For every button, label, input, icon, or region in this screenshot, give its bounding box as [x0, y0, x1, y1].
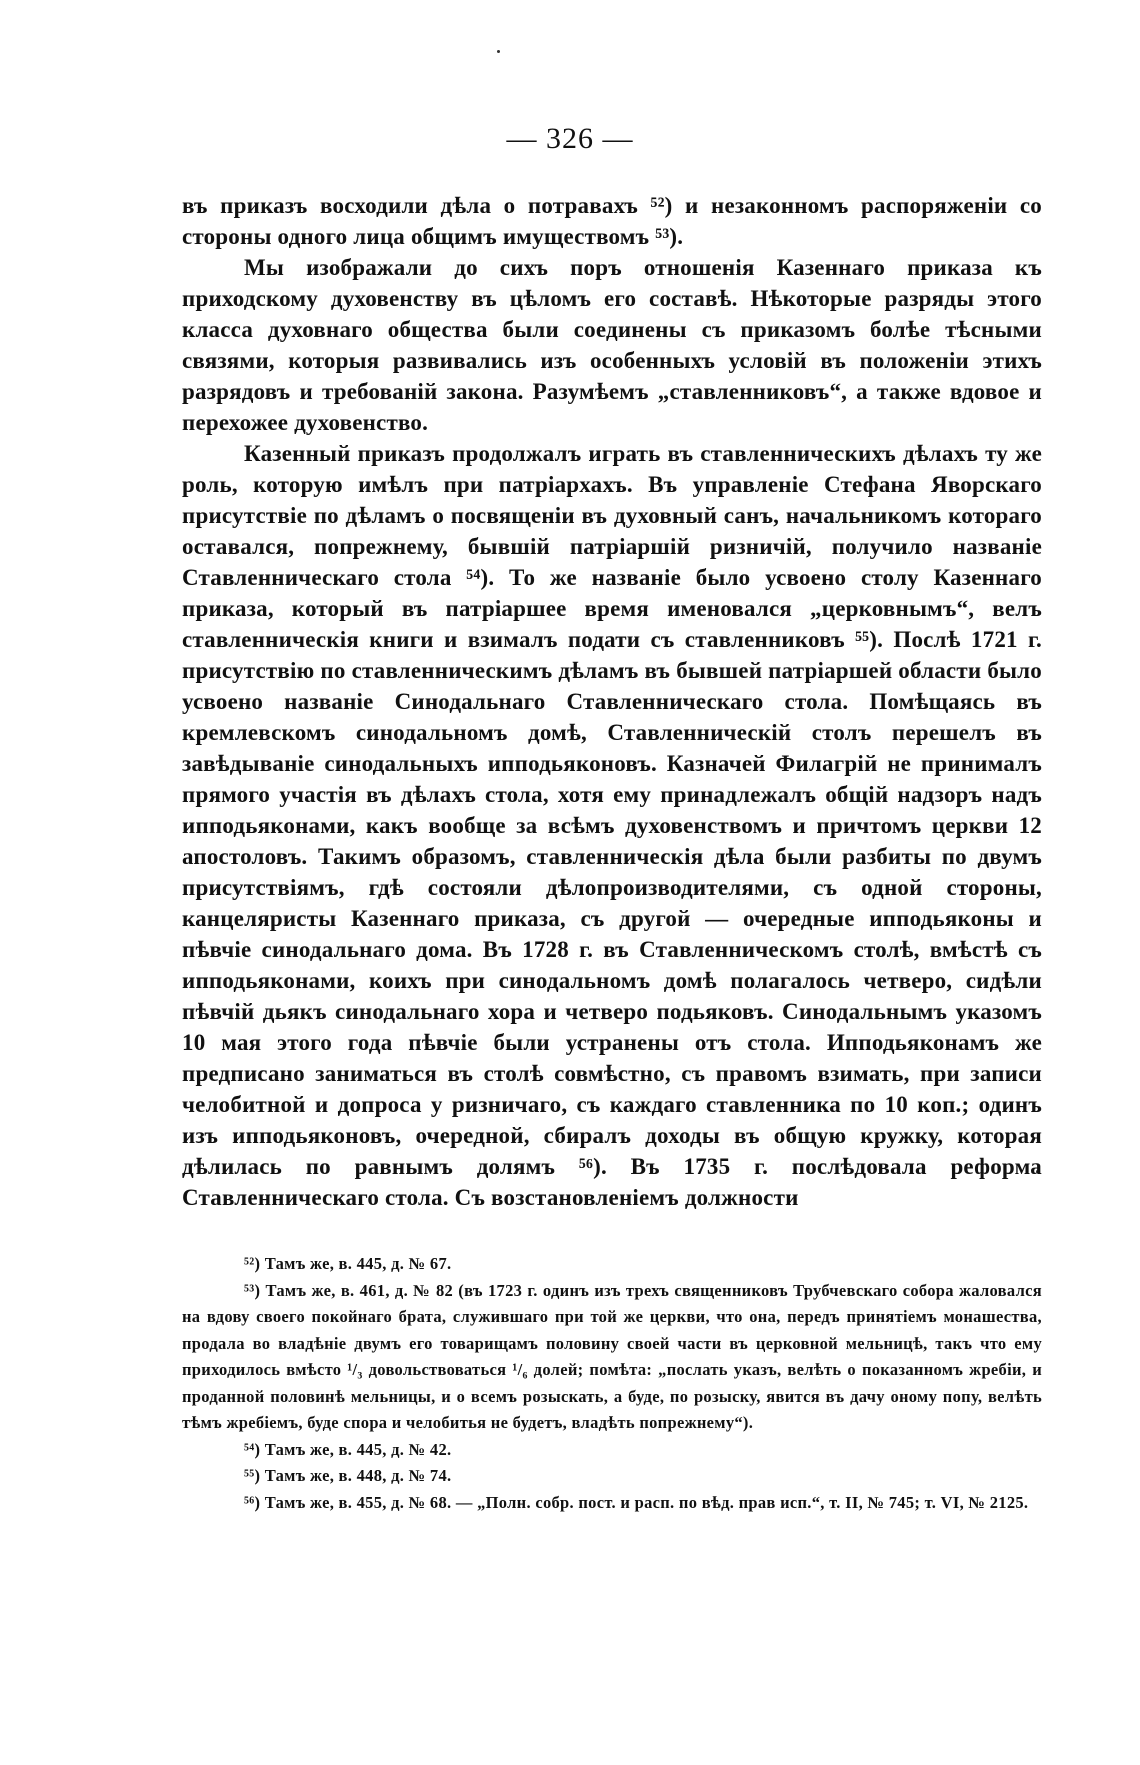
text-column [182, 190, 1042, 1516]
scan-speck [497, 50, 500, 53]
paragraph: Мы изображали до сихъ поръ отношенія Казеннаго приказа къ приходскому духовенству въ цѣломъ его составѣ. Нѣкоторые разряды этого класса духовнаго общества были соединены съ приказомъ болѣе тѣсными связями, которыя развивались изъ особенныхъ условій въ положеніи этихъ разрядовъ и требованій закона. Разумѣемъ „ставленниковъ“, а также вдовое и перехожее духовенство. [182, 255, 1042, 435]
page-number: — 326 — [506, 122, 634, 155]
footnote: ⁵²) Тамъ же, в. 445, д. № 67. [244, 1254, 452, 1273]
footnote: ⁵⁶) Тамъ же, в. 455, д. № 68. — „Полн. собр. пост. и расп. по вѣд. прав исп.“, т. II, № 745; т. VI, № 2125. [244, 1492, 1029, 1512]
paragraph: въ приказъ восходили дѣла о потравахъ ⁵²) и незаконномъ распоряженіи со стороны одного лица общимъ имуществомъ ⁵³). [182, 193, 1042, 249]
footnote: ⁵³) Тамъ же, в. 461, д. № 82 (въ 1723 г. одинъ изъ трехъ священниковъ Трубчевскаго собора жаловался на вдову своего покойнаго брата, служившаго при той же церкви, что она, передъ принятіемъ монашества, продала во владѣніе двумъ его товарищамъ половину своей части въ церковной мельницѣ, такъ что ему приходилось вмѣсто ¹/₃ довольствоваться ¹/₆ долей; помѣта: „послать указъ, велѣть о показанномъ жребіи, и проданной половинѣ мельницы, и о всемъ розыскать, а буде, по розыску, явится въ дачу оному попу, велѣть тѣмъ жребіемъ, буде спора и челобитья не будетъ, владѣть попрежнему“). [182, 1280, 1042, 1432]
footnote: ⁵⁴) Тамъ же, в. 445, д. № 42. [244, 1439, 452, 1459]
footnote: ⁵⁵) Тамъ же, в. 448, д. № 74. [244, 1466, 452, 1485]
main-text [182, 190, 1042, 1213]
paragraph: Казенный приказъ продолжалъ играть въ ставленническихъ дѣлахъ ту же роль, которую имѣлъ при патріархахъ. Въ управленіе Стефана Яворскаго присутствіе по дѣламъ о посвященіи въ духовный санъ, начальникомъ котораго оставался, попрежнему, бывшій патріаршій ризничій, получило названіе Ставленническаго стола ⁵⁴). То же названіе было усвоено столу Казеннаго приказа, который въ патріаршее время именовался „церковнымъ“, велъ ставленническія книги и взималъ подати съ ставленниковъ ⁵⁵). Послѣ 1721 г. присутствію по ставленническимъ дѣламъ въ бывшей патріаршей области было усвоено названіе Синодальнаго Ставленническаго стола. Помѣщаясь въ кремлевскомъ синодальномъ домѣ, Ставленническій столъ перешелъ въ завѣдываніе синодальныхъ ипподьяконовъ. Казначей Филагрій не принималъ прямого участія въ дѣлахъ стола, хотя ему принадлежалъ общій надзоръ надъ ипподьяконами, какъ вообще за всѣмъ духовенствомъ и причтомъ церкви 12 апостоловъ. Такимъ образомъ, ставленническія дѣла были разбиты по двумъ присутствіямъ, гдѣ состояли дѣлопроизводителями, съ одной стороны, канцеляристы Казеннаго приказа, съ другой — очередные ипподьяконы и пѣвчіе синодальнаго дома. Въ 1728 г. въ Ставленническомъ столѣ, вмѣстѣ съ ипподьяконами, коихъ при синодальномъ домѣ полагалось четверо, сидѣли пѣвчій дьякъ синодальнаго хора и четверо подьяковъ. Синодальнымъ указомъ 10 мая этого года пѣвчіе были устранены отъ стола. Ипподьяконамъ же предписано заниматься въ столѣ совмѣстно, съ правомъ взимать, при записи челобитной и допроса у ризничаго, съ каждаго ставленника по 10 коп.; одинъ изъ ипподьяконовъ, очередной, сбиралъ доходы въ общую кружку, которая дѣлилась по равнымъ долямъ ⁵⁶). Въ 1735 г. послѣдовала реформа Ставленническаго стола. Съ возстановленіемъ должности [182, 441, 1042, 1210]
footnotes [182, 1251, 1042, 1516]
